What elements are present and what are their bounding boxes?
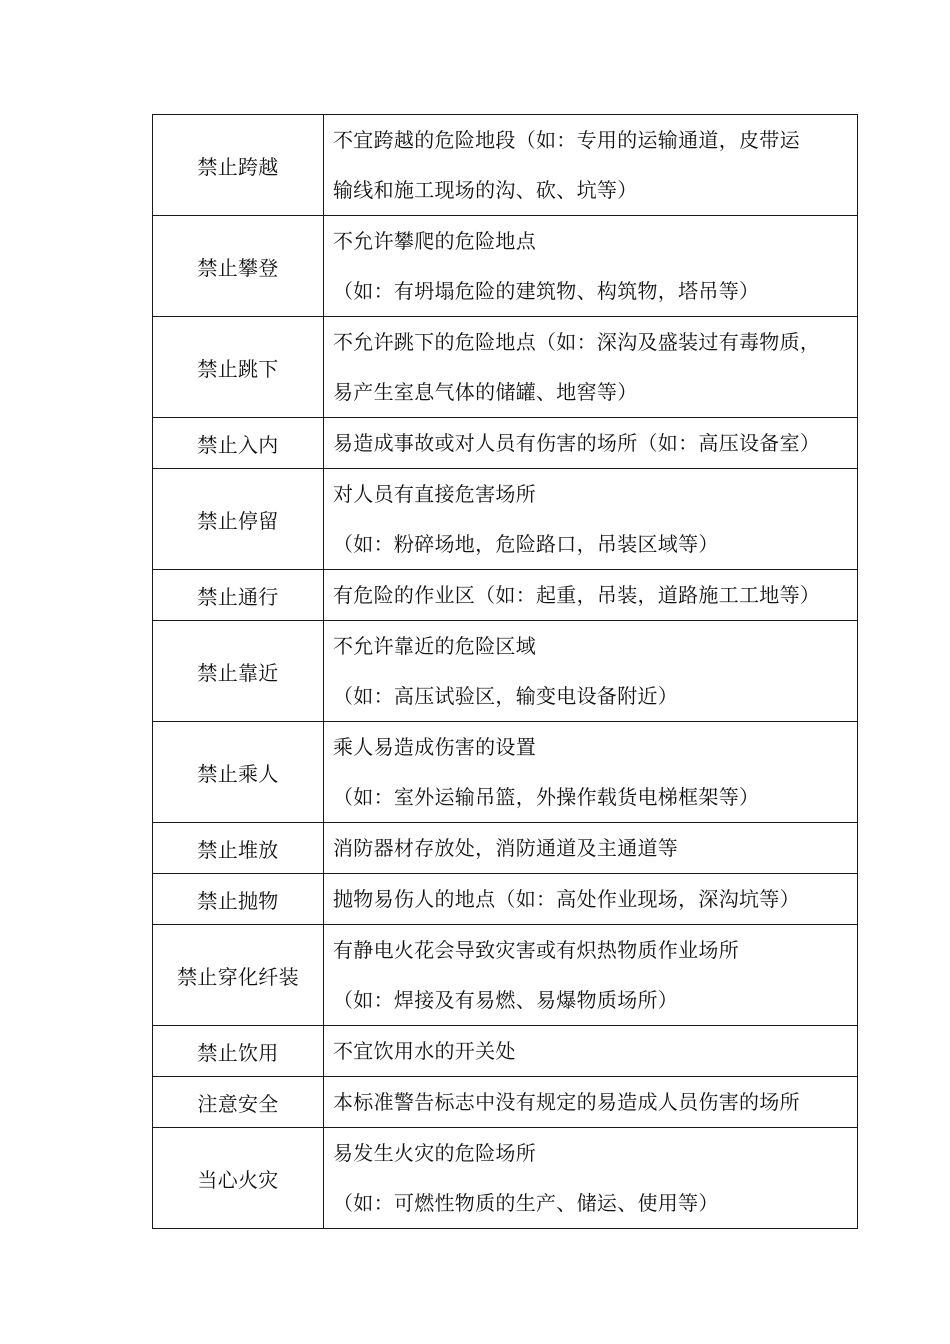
sign-name: 禁止堆放 [153,823,324,874]
description-line: （如：焊接及有易燃、易爆物质场所） [333,988,679,1012]
sign-description [324,621,858,722]
description-line: 易发生火灾的危险场所 [333,1141,536,1165]
sign-name: 禁止通行 [153,570,324,621]
sign-description [324,1077,858,1128]
sign-description [324,1128,858,1229]
description-line: （如：粉碎场地，危险路口，吊装区域等） [333,532,719,556]
table-row [153,317,858,418]
sign-name: 当心火灾 [153,1128,324,1229]
description-line: 抛物易伤人的地点（如：高处作业现场，深沟坑等） [333,887,800,911]
table-row [153,216,858,317]
sign-description [324,823,858,874]
sign-description [324,216,858,317]
sign-description [324,1026,858,1077]
table-row [153,874,858,925]
description-line: 输线和施工现场的沟、砍、坑等） [333,178,638,202]
description-line: 对人员有直接危害场所 [333,482,536,506]
table-row [153,570,858,621]
sign-description [324,418,858,469]
sign-description [324,874,858,925]
sign-name: 禁止饮用 [153,1026,324,1077]
table-row [153,1026,858,1077]
table-row [153,621,858,722]
sign-description [324,925,858,1026]
sign-name: 禁止乘人 [153,722,324,823]
description-line: （如：室外运输吊篮，外操作载货电梯框架等） [333,785,760,809]
sign-description [324,570,858,621]
description-line: 乘人易造成伤害的设置 [333,735,536,759]
description-line: 易产生室息气体的储罐、地窖等） [333,380,638,404]
sign-name: 禁止穿化纤装 [153,925,324,1026]
sign-description [324,469,858,570]
table-row [153,469,858,570]
sign-name: 禁止跳下 [153,317,324,418]
sign-description [324,115,858,216]
description-line: 本标准警告标志中没有规定的易造成人员伤害的场所 [333,1090,800,1114]
description-line: （如：有坍塌危险的建筑物、构筑物，塔吊等） [333,279,760,303]
description-line: 消防器材存放处，消防通道及主通道等 [333,836,679,860]
safety-sign-table [152,114,858,1229]
description-line: 不宜饮用水的开关处 [333,1039,516,1063]
description-line: 不允许攀爬的危险地点 [333,229,536,253]
sign-name: 注意安全 [153,1077,324,1128]
table-row [153,823,858,874]
sign-name: 禁止停留 [153,469,324,570]
table-row [153,418,858,469]
sign-name: 禁止靠近 [153,621,324,722]
table-row [153,722,858,823]
sign-name: 禁止跨越 [153,115,324,216]
description-line: 易造成事故或对人员有伤害的场所（如：高压设备室） [333,431,821,455]
sign-name: 禁止攀登 [153,216,324,317]
table-row [153,1077,858,1128]
description-line: 有危险的作业区（如：起重，吊装，道路施工工地等） [333,583,821,607]
sign-description [324,722,858,823]
description-line: 不允许跳下的危险地点（如：深沟及盛装过有毒物质， [333,330,821,354]
description-line: （如：可燃性物质的生产、储运、使用等） [333,1191,719,1215]
sign-name: 禁止入内 [153,418,324,469]
description-line: 不允许靠近的危险区域 [333,634,536,658]
sign-name: 禁止抛物 [153,874,324,925]
table-row [153,925,858,1026]
table-row [153,1128,858,1229]
description-line: 有静电火花会导致灾害或有炽热物质作业场所 [333,938,739,962]
description-line: （如：高压试验区，输变电设备附近） [333,684,679,708]
table-row [153,115,858,216]
description-line: 不宜跨越的危险地段（如：专用的运输通道，皮带运 [333,128,800,152]
sign-description [324,317,858,418]
